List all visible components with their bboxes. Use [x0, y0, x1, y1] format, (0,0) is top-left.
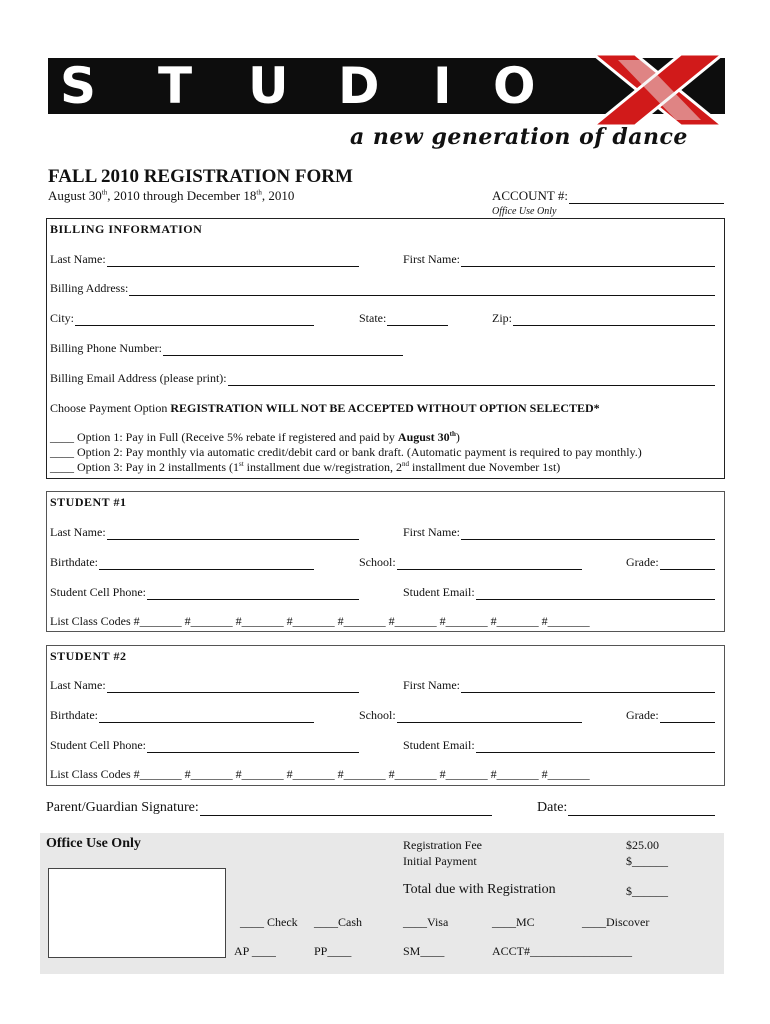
- student-2-first-name-field[interactable]: First Name:: [403, 678, 715, 693]
- student-1-cell-field[interactable]: Student Cell Phone:: [50, 585, 359, 600]
- student-2-class-codes[interactable]: List Class Codes #_______ #_______ #_______ #_______ #_______ #_______ #_______ #_______ #_______: [50, 767, 590, 781]
- registration-fee-amount: $25.00: [626, 838, 659, 852]
- billing-email-field[interactable]: Billing Email Address (please print):: [50, 371, 715, 386]
- student-2-grade-field[interactable]: Grade:: [626, 708, 715, 723]
- logo-x-mark: [583, 50, 733, 130]
- payment-discover[interactable]: ____Discover: [582, 915, 650, 929]
- office-pp[interactable]: PP____: [314, 944, 352, 958]
- logo: [48, 58, 725, 114]
- student-2-cell-field[interactable]: Student Cell Phone:: [50, 738, 359, 753]
- student-1-first-name-field[interactable]: First Name:: [403, 525, 715, 540]
- student-2-last-name-field[interactable]: Last Name:: [50, 678, 359, 693]
- student-1-email-field[interactable]: Student Email:: [403, 585, 715, 600]
- form-title: FALL 2010 REGISTRATION FORM: [48, 166, 353, 187]
- billing-state-field[interactable]: State:: [359, 311, 448, 326]
- student-1-birthdate-field[interactable]: Birthdate:: [50, 555, 314, 570]
- initial-payment-amount[interactable]: $______: [626, 854, 668, 868]
- logo-tagline: a new generation of dance: [350, 124, 688, 150]
- office-acct[interactable]: ACCT#_________________: [492, 944, 633, 958]
- billing-address-field[interactable]: Billing Address:: [50, 281, 715, 296]
- logo-letter-d: D: [338, 57, 380, 115]
- student-1-title: STUDENT #1: [50, 495, 127, 509]
- billing-title: BILLING INFORMATION: [50, 222, 203, 236]
- student-2-birthdate-field[interactable]: Birthdate:: [50, 708, 314, 723]
- registration-fee-label: Registration Fee: [403, 838, 482, 852]
- student-2-title: STUDENT #2: [50, 649, 127, 663]
- billing-city-field[interactable]: City:: [50, 311, 314, 326]
- payment-mc[interactable]: ____MC: [492, 915, 535, 929]
- office-sm[interactable]: SM____: [403, 944, 445, 958]
- office-ap[interactable]: AP ____: [234, 944, 276, 958]
- payment-cash[interactable]: ____Cash: [314, 915, 362, 929]
- payment-visa[interactable]: ____Visa: [403, 915, 449, 929]
- office-use-title: Office Use Only: [46, 836, 141, 851]
- office-notes-box[interactable]: [48, 868, 226, 958]
- signature-date-field[interactable]: Date:: [537, 800, 715, 816]
- student-1-class-codes[interactable]: List Class Codes #_______ #_______ #_______ #_______ #_______ #_______ #_______ #_______ #_______: [50, 614, 590, 628]
- billing-last-name-field[interactable]: Last Name:: [50, 252, 359, 267]
- student-2-school-field[interactable]: School:: [359, 708, 582, 723]
- account-field[interactable]: ACCOUNT #:: [492, 188, 724, 204]
- total-due-amount[interactable]: $______: [626, 884, 668, 898]
- logo-letter-u: U: [248, 57, 289, 115]
- logo-letter-i: I: [433, 57, 452, 115]
- payment-option-3[interactable]: ____ Option 3: Pay in 2 installments (1st installment due w/registration, 2nd installment due November 1st): [50, 460, 561, 474]
- student-2-email-field[interactable]: Student Email:: [403, 738, 715, 753]
- form-dates: August 30th, 2010 through December 18th, 2010: [48, 188, 295, 203]
- total-due-label: Total due with Registration: [403, 882, 556, 897]
- logo-letter-t: T: [158, 57, 193, 115]
- parent-signature-field[interactable]: Parent/Guardian Signature:: [46, 800, 492, 816]
- payment-option-2[interactable]: ____ Option 2: Pay monthly via automatic credit/debit card or bank draft. (Automatic payment is required to pay monthly.): [50, 445, 642, 459]
- payment-option-heading: Choose Payment Option REGISTRATION WILL NOT BE ACCEPTED WITHOUT OPTION SELECTED*: [50, 401, 600, 415]
- billing-phone-field[interactable]: Billing Phone Number:: [50, 341, 403, 356]
- payment-check[interactable]: ____ Check: [240, 915, 298, 929]
- student-1-grade-field[interactable]: Grade:: [626, 555, 715, 570]
- billing-zip-field[interactable]: Zip:: [492, 311, 715, 326]
- student-1-school-field[interactable]: School:: [359, 555, 582, 570]
- student-1-last-name-field[interactable]: Last Name:: [50, 525, 359, 540]
- logo-letter-o: O: [493, 57, 536, 115]
- billing-first-name-field[interactable]: First Name:: [403, 252, 715, 267]
- payment-option-1[interactable]: ____ Option 1: Pay in Full (Receive 5% rebate if registered and paid by August 30th): [50, 430, 460, 444]
- office-use-note: Office Use Only: [492, 206, 557, 217]
- logo-letter-s: S: [60, 57, 97, 115]
- initial-payment-label: Initial Payment: [403, 854, 477, 868]
